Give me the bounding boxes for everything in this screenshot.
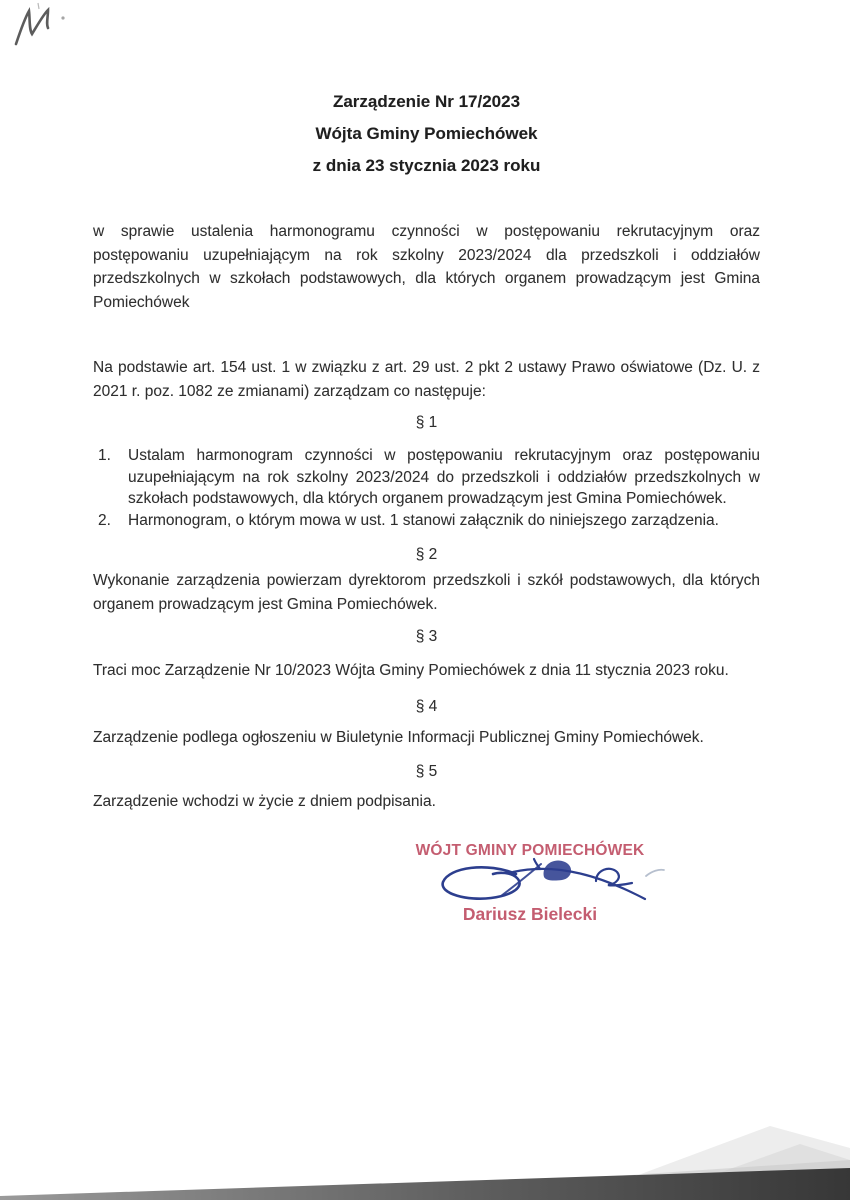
signer-name: Dariusz Bielecki bbox=[462, 904, 598, 924]
signature-ink bbox=[413, 853, 678, 913]
section-4-label: § 4 bbox=[415, 697, 438, 715]
section-4-paragraph: Zarządzenie podlega ogłoszeniu w Biuletynie Informacji Publicznej Gminy Pomiechówek. bbox=[93, 728, 704, 746]
subject-paragraph: w sprawie ustalenia harmonogramu czynności w postępowaniu rekrutacyjnym oraz postępowaniu uzupełniającym na rok szkolny 2023/2024 dla przedszkoli i oddziałów przedszkolnych w szkołach podstawowych, dla których organem prowadzącym jest Gmina Pomiechówek bbox=[93, 223, 760, 311]
section-2-label: § 2 bbox=[415, 546, 438, 563]
document-content bbox=[93, 0, 760, 814]
document-title-block bbox=[93, 86, 760, 182]
title-order-number: Zarządzenie Nr 17/2023 bbox=[332, 92, 521, 111]
stamp-title: WÓJT GMINY POMIECHÓWEK bbox=[415, 842, 645, 859]
scan-artifact-corner-mark bbox=[6, 2, 86, 57]
section-5-paragraph: Zarządzenie wchodzi w życie z dniem podpisania. bbox=[93, 793, 436, 810]
section-3-paragraph: Traci moc Zarządzenie Nr 10/2023 Wójta Gminy Pomiechówek z dnia 11 stycznia 2023 roku. bbox=[93, 662, 729, 679]
section-3-label: § 3 bbox=[415, 628, 438, 645]
title-issuer: Wójta Gminy Pomiechówek bbox=[315, 124, 538, 143]
list-item bbox=[93, 445, 760, 510]
legal-basis-paragraph: Na podstawie art. 154 ust. 1 w związku z art. 29 ust. 2 pkt 2 ustawy Prawo oświatowe (Dz. U. z 2021 r. poz. 1082 ze zmianami) zarządzam co następuje: bbox=[93, 359, 760, 400]
list-item-text: Ustalam harmonogram czynności w postępowaniu rekrutacyjnym oraz postępowaniu uzupełniającym na rok szkolny 2023/2024 do przedszkoli i oddziałów przedszkolnych w szkołach podstawowych, dla których organem prowadzącym jest Gmina Pomiechówek. bbox=[128, 447, 760, 507]
section-2-paragraph: Wykonanie zarządzenia powierzam dyrektorom przedszkoli i szkół podstawowych, dla których organem prowadzącym jest Gmina Pomiechówek. bbox=[93, 572, 760, 613]
list-item-number: 1. bbox=[98, 447, 111, 464]
section-1-label: § 1 bbox=[415, 414, 438, 431]
section-5-label: § 5 bbox=[415, 763, 438, 780]
section-1-list bbox=[93, 445, 760, 531]
list-item bbox=[93, 510, 760, 532]
list-item-text: Harmonogram, o którym mowa w ust. 1 stanowi załącznik do niniejszego zarządzenia. bbox=[128, 511, 719, 529]
title-date: z dnia 23 stycznia 2023 roku bbox=[312, 156, 541, 175]
signature-area bbox=[385, 860, 675, 904]
signature-block bbox=[385, 841, 675, 925]
scan-artifact-bottom-edge bbox=[0, 1108, 850, 1200]
list-item-number: 2. bbox=[98, 511, 111, 529]
